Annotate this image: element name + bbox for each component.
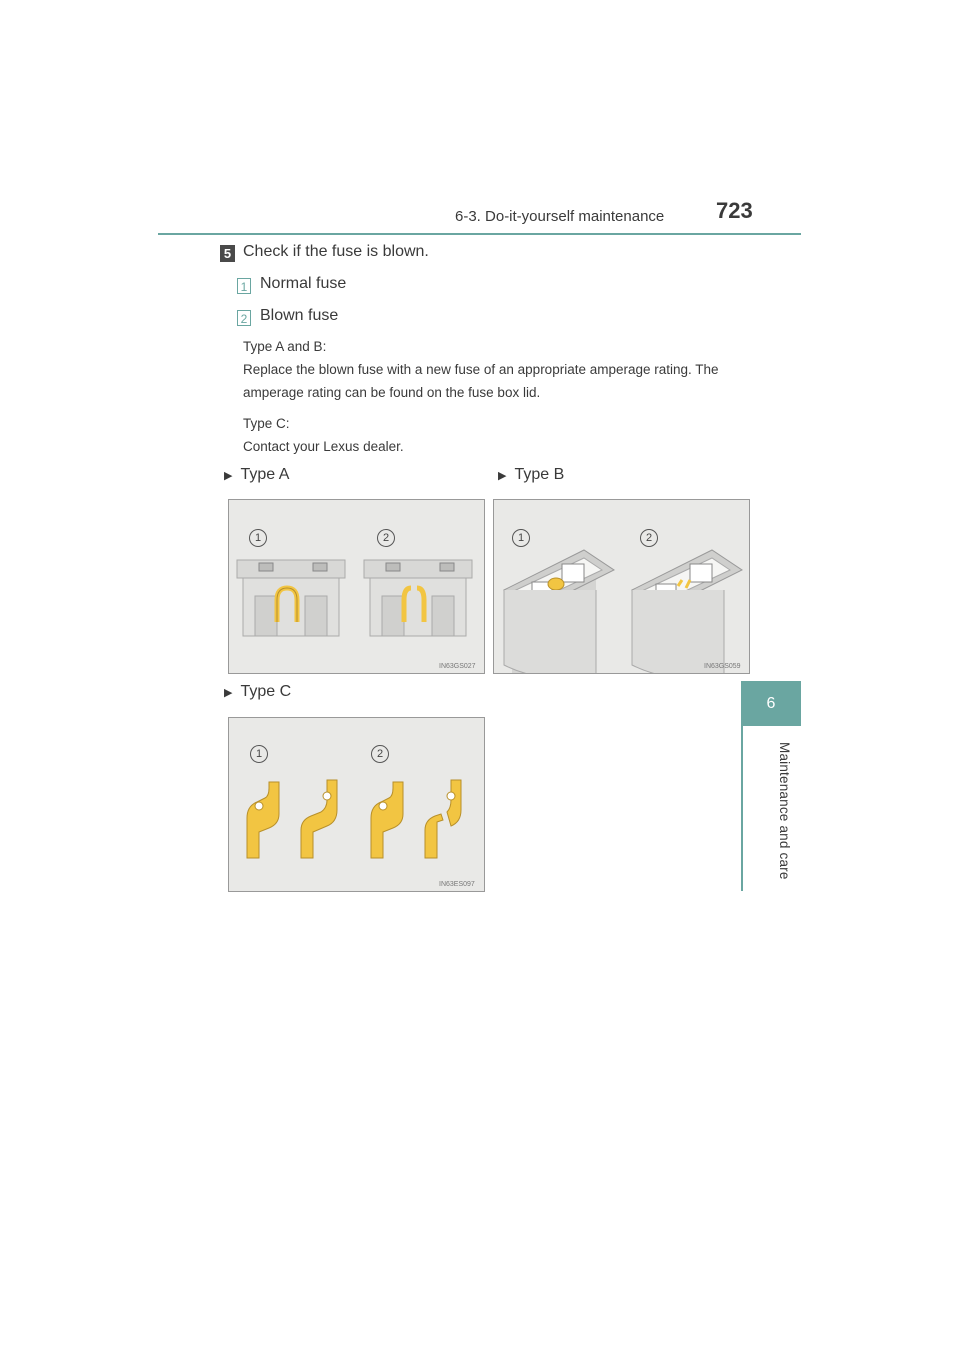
section-title: 6-3. Do-it-yourself maintenance [455, 208, 665, 225]
callout-blown: 2 [371, 745, 389, 763]
type-ab-heading: Type A and B: [243, 339, 327, 354]
step-text: Check if the fuse is blown. [243, 243, 429, 260]
type-a-label: ▶ Type A [224, 466, 290, 483]
header-rule [158, 233, 801, 235]
step-number-badge: 5 [220, 245, 235, 262]
figure-type-c [228, 717, 485, 892]
blade-fuse-illustration [229, 500, 485, 674]
chapter-tab[interactable]: 6 [741, 681, 801, 726]
fusible-link-illustration [229, 718, 485, 892]
callout-blown: 2 [377, 529, 395, 547]
item-badge-normal: 1 [237, 278, 251, 294]
chapter-label: Maintenance and care [777, 742, 792, 880]
type-b-label: ▶ Type B [498, 466, 565, 483]
triangle-bullet-icon: ▶ [224, 470, 233, 482]
item-normal-fuse: Normal fuse [260, 275, 347, 292]
figure-type-b [493, 499, 750, 674]
cartridge-fuse-illustration [494, 500, 750, 674]
type-c-line1: Contact your Lexus dealer. [243, 439, 404, 454]
triangle-bullet-icon: ▶ [224, 687, 233, 699]
figure-code: IN63GS059 [704, 663, 741, 670]
page-number: 723 [716, 198, 753, 223]
type-ab-line1: Replace the blown fuse with a new fuse of an appropriate amperage rating. The [243, 362, 719, 377]
triangle-bullet-icon: ▶ [498, 470, 507, 482]
figure-code: IN63ES097 [439, 881, 475, 888]
item-blown-fuse: Blown fuse [260, 307, 339, 324]
type-c-label: ▶ Type C [224, 683, 292, 700]
figure-code: IN63GS027 [439, 663, 476, 670]
type-c-heading: Type C: [243, 416, 290, 431]
figure-type-a [228, 499, 485, 674]
callout-blown: 2 [640, 529, 658, 547]
item-badge-blown: 2 [237, 310, 251, 326]
callout-normal: 1 [249, 529, 267, 547]
type-ab-line2: amperage rating can be found on the fuse box lid. [243, 385, 541, 400]
callout-normal: 1 [512, 529, 530, 547]
callout-normal: 1 [250, 745, 268, 763]
